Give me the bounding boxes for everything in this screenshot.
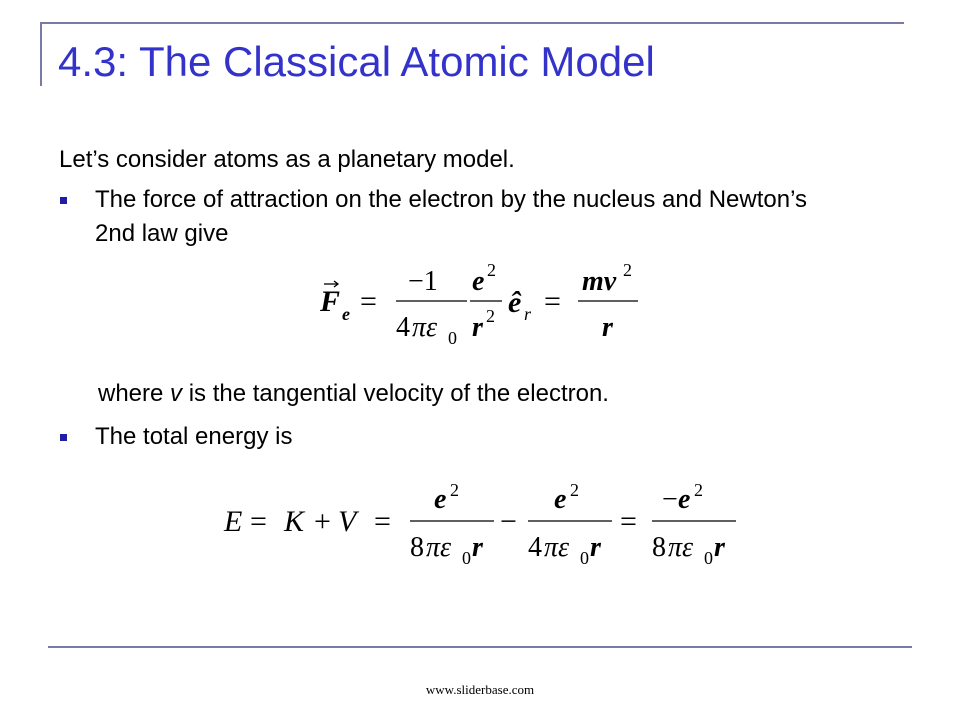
footer-url: www.sliderbase.com <box>425 682 535 697</box>
page-title: 4.3: The Classical Atomic Model <box>58 38 655 85</box>
svg-text:F: F <box>320 285 341 318</box>
svg-text:r: r <box>472 532 483 563</box>
svg-text:E: E <box>224 505 243 538</box>
svg-text:r: r <box>524 304 532 324</box>
svg-text:4: 4 <box>396 312 410 343</box>
svg-text:=: = <box>374 505 391 538</box>
svg-text:e: e <box>472 266 485 297</box>
svg-text:2: 2 <box>450 480 459 500</box>
svg-text:r: r <box>714 532 725 563</box>
bullet-square-icon <box>60 434 67 441</box>
svg-text:πε: πε <box>412 312 438 343</box>
svg-text:ê: ê <box>508 286 522 319</box>
where-text: where v is the tangential velocity of the electron. <box>98 380 609 407</box>
svg-text:0: 0 <box>462 548 471 568</box>
bullet-1-line-2: 2nd law give <box>95 220 229 247</box>
svg-text:2: 2 <box>486 306 495 326</box>
svg-text:−: − <box>500 505 517 538</box>
bullet-2-text: The total energy is <box>95 423 293 450</box>
svg-text:πε: πε <box>668 532 694 563</box>
svg-text:0: 0 <box>580 548 589 568</box>
svg-text:0: 0 <box>448 328 457 346</box>
svg-text:2: 2 <box>623 260 632 280</box>
force-equation <box>320 256 650 346</box>
svg-text:=: = <box>360 285 377 318</box>
svg-text:8: 8 <box>410 532 424 563</box>
svg-text:0: 0 <box>704 548 713 568</box>
svg-text:−1: −1 <box>408 266 438 297</box>
title-rule-top <box>40 22 904 24</box>
svg-text:8: 8 <box>652 532 666 563</box>
svg-text:+: + <box>314 505 331 538</box>
svg-text:V: V <box>338 505 357 538</box>
svg-text:πε: πε <box>426 532 452 563</box>
svg-text:e: e <box>434 484 447 515</box>
svg-text:2: 2 <box>694 480 703 500</box>
svg-text:r: r <box>602 312 613 343</box>
energy-equation <box>222 478 742 568</box>
bottom-rule <box>48 646 912 648</box>
bullet-square-icon <box>60 197 67 204</box>
svg-text:2: 2 <box>487 260 496 280</box>
svg-text:4: 4 <box>528 532 542 563</box>
intro-text: Let’s consider atoms as a planetary model. <box>59 146 515 173</box>
svg-text:=: = <box>620 505 637 538</box>
svg-text:−: − <box>662 484 678 515</box>
svg-text:r: r <box>590 532 601 563</box>
title-rule-left <box>40 22 42 86</box>
svg-text:e: e <box>342 304 350 324</box>
svg-text:K: K <box>284 505 305 538</box>
svg-text:e: e <box>554 484 567 515</box>
svg-text:r: r <box>472 312 483 343</box>
svg-text:e: e <box>678 484 691 515</box>
svg-text:=: = <box>250 505 267 538</box>
svg-text:=: = <box>544 285 561 318</box>
svg-text:mv: mv <box>582 266 617 297</box>
svg-text:2: 2 <box>570 480 579 500</box>
bullet-1-line-1: The force of attraction on the electron by the nucleus and Newton’s <box>95 186 807 213</box>
svg-text:πε: πε <box>544 532 570 563</box>
